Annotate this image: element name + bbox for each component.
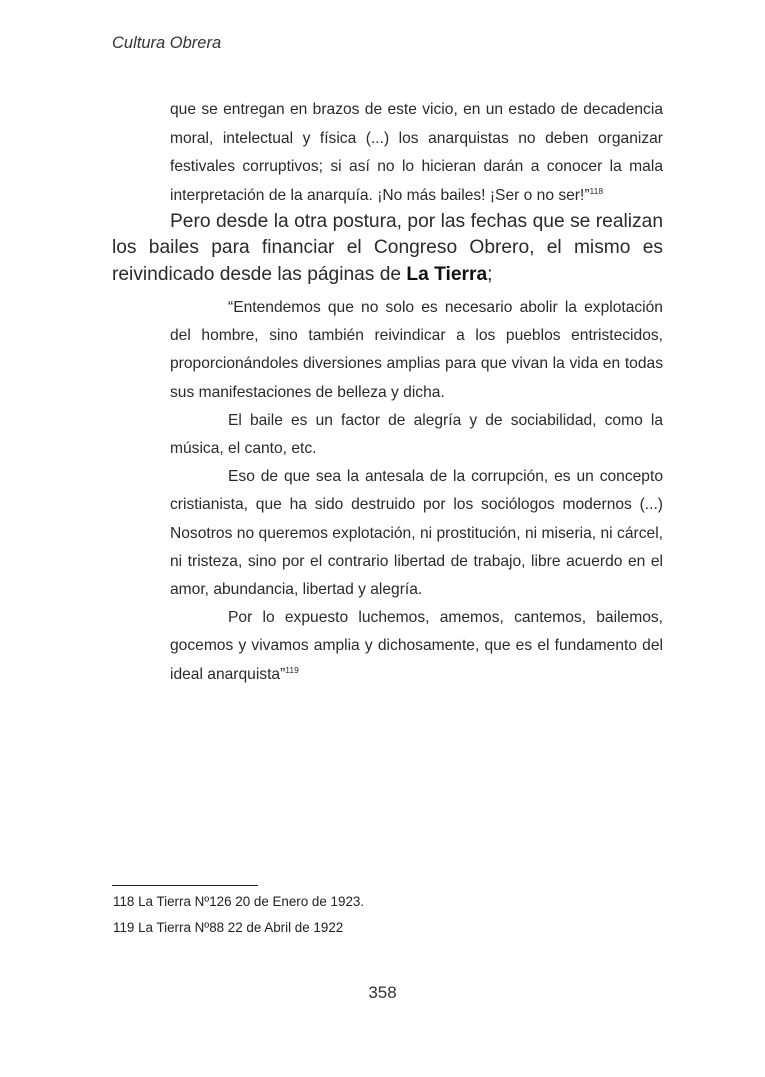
block-quote-2: [170, 294, 663, 689]
block-quote-1: [170, 96, 663, 210]
page-number: 358: [368, 983, 397, 1002]
footnote-ref-118: 118: [589, 185, 604, 196]
body-text-after: ;: [487, 263, 493, 285]
footnotes: [113, 889, 364, 941]
footnote-119: 119 La Tierra Nº88 22 de Abril de 1922: [113, 920, 344, 935]
quote-1-paragraph: [170, 96, 663, 210]
footnote-ref-119: 119: [285, 664, 299, 675]
running-header: Cultura Obrera: [112, 34, 222, 52]
footnote-separator: [112, 885, 258, 886]
quote-2-paragraph-2: El baile es un factor de alegría y de sociabilidad, como la música, el canto, etc.: [170, 411, 663, 458]
quote-2-paragraph-4-text: Por lo expuesto luchemos, amemos, cantemos, bailemos, gocemos y vivamos amplia y dichosamente, que es el fundamento del ideal anarquista”: [170, 609, 663, 683]
newspaper-title: La Tierra: [406, 263, 488, 285]
quote-2-paragraph-3: Eso de que sea la antesala de la corrupción, es un concepto cristianista, que ha sido destruido por los sociólogos modernos (...) Nosotros no queremos explotación, ni prostitución, ni miseria, ni cárcel, ni tristeza, sino por el contrario libertad de trabajo, libre acuerdo en el amor, abundancia, libertad y alegría.: [170, 468, 663, 599]
body-text-before: Pero desde la otra postura, por las fechas que se realizan los bailes para financiar el Congreso Obrero, el mismo es reivindicado desde las páginas de: [112, 211, 663, 285]
quote-2-paragraph-1: “Entendemos que no solo es necesario abolir la explotación del hombre, sino también reivindicar a los pueblos entristecidos, proporcionándoles diversiones amplias para que vivan la vida en todas sus manifestaciones de belleza y dicha.: [170, 299, 663, 401]
quote-1-text: que se entregan en brazos de este vicio, en un estado de decadencia moral, intelectual y física (...) los anarquistas no deben organizar festivales corruptivos; si así no lo hicieran darán a conocer la mala interpretación de la anarquía. ¡No más bailes! ¡Ser o no ser!”: [170, 101, 663, 204]
quote-2-paragraph-4: [170, 604, 663, 689]
body-paragraph: [112, 209, 663, 288]
footnote-118: 118 La Tierra Nº126 20 de Enero de 1923.: [113, 894, 365, 909]
